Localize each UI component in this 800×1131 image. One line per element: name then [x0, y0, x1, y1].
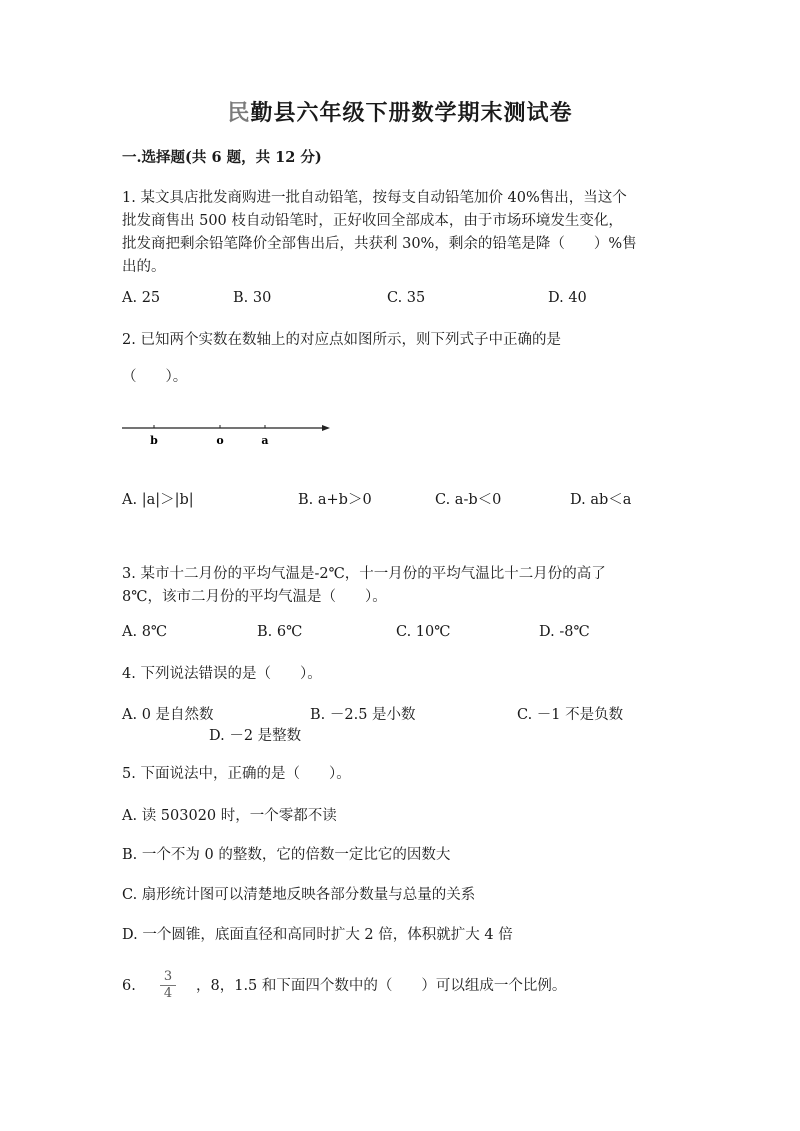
q6-fraction-numerator: 3: [163, 969, 173, 984]
label-a: a: [261, 434, 269, 447]
q5-option-d: D. 一个圆锥，底面直径和高同时扩大 2 倍，体积就扩大 4 倍: [122, 927, 513, 943]
q4-option-a: A. 0 是自然数: [122, 707, 214, 723]
q2-option-c: C. a-b＜0: [435, 492, 502, 508]
q4-option-d: D. －2 是整数: [209, 728, 302, 744]
number-line-arrow: [322, 425, 330, 431]
q1-option-c: C. 35: [387, 290, 426, 306]
q1-option-d: D. 40: [548, 290, 587, 306]
label-b: b: [150, 434, 158, 447]
q2-option-d: D. ab＜a: [570, 492, 632, 508]
title-first-char: 民: [227, 100, 251, 126]
q2-line-1: 2. 已知两个实数在数轴上的对应点如图所示，则下列式子中正确的是: [122, 332, 561, 348]
q5-option-a: A. 读 503020 时，一个零都不读: [122, 808, 337, 824]
q3-option-c: C. 10℃: [396, 624, 451, 640]
q4-option-b: B. －2.5 是小数: [310, 707, 416, 723]
q6-number: 6.: [122, 978, 136, 994]
q3-line-2: 8℃，该市二月份的平均气温是（ ）。: [122, 589, 387, 605]
q5-line-1: 5. 下面说法中，正确的是（ ）。: [122, 766, 351, 782]
q1-line-4: 出的。: [122, 259, 166, 275]
page-title: [0, 96, 800, 127]
q2-line-2: （ ）。: [122, 369, 188, 385]
q6-fraction: [158, 970, 178, 1001]
q4-option-c: C. －1 不是负数: [517, 707, 624, 723]
section-heading: 一.选择题(共 6 题，共 12 分): [122, 149, 322, 166]
q6-text: ，8，1.5 和下面四个数中的（ ）可以组成一个比例。: [196, 978, 567, 994]
q1-line-2: 批发商售出 500 枝自动铅笔时，正好收回全部成本，由于市场环境发生变化，: [122, 213, 623, 229]
q6-fraction-denominator: 4: [163, 986, 173, 1001]
q5-option-c: C. 扇形统计图可以清楚地反映各部分数量与总量的关系: [122, 887, 476, 903]
q1-line-3: 批发商把剩余铅笔降价全部售出后，共获利 30%，剩余的铅笔是降（ ）%售: [122, 236, 637, 252]
q5-option-b: B. 一个不为 0 的整数，它的倍数一定比它的因数大: [122, 847, 451, 863]
number-line: [122, 420, 337, 450]
q1-option-a: A. 25: [122, 290, 161, 306]
q3-option-b: B. 6℃: [257, 624, 303, 640]
q3-line-1: 3. 某市十二月份的平均气温是-2℃，十一月份的平均气温比十二月份的高了: [122, 566, 606, 582]
q1-option-b: B. 30: [233, 290, 272, 306]
q3-option-a: A. 8℃: [122, 624, 168, 640]
q3-option-d: D. -8℃: [539, 624, 590, 640]
q2-option-a: A. |a|＞|b|: [122, 492, 194, 508]
q4-line-1: 4. 下列说法错误的是（ ）。: [122, 666, 322, 682]
label-o: o: [216, 434, 224, 447]
q2-option-b: B. a+b＞0: [298, 492, 372, 508]
title-text: 勤县六年级下册数学期末测试卷: [250, 100, 573, 126]
q1-line-1: 1. 某文具店批发商购进一批自动铅笔，按每支自动铅笔加价 40%售出，当这个: [122, 190, 627, 206]
